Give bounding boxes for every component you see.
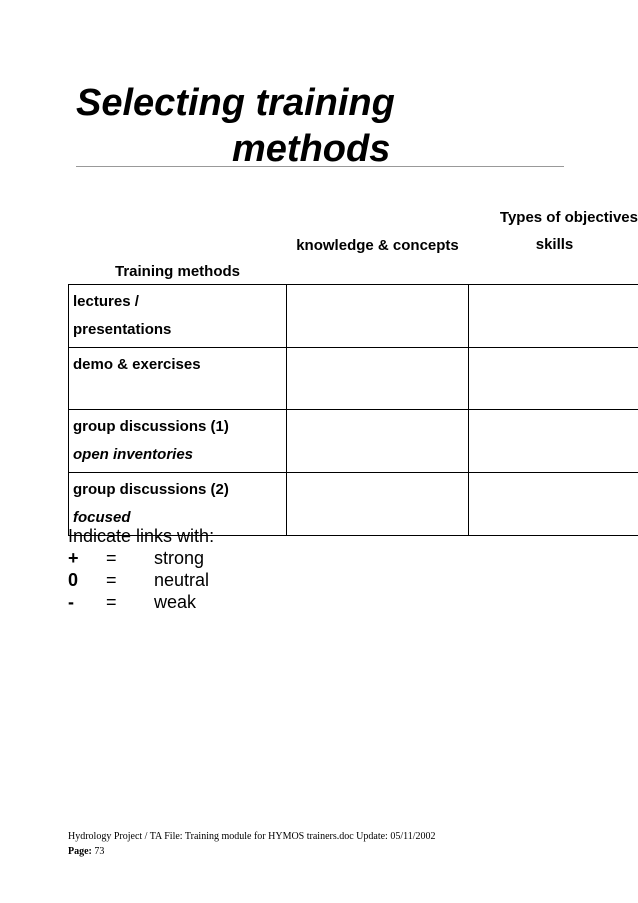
table-row [69, 410, 638, 473]
method-name: demo & exercises [73, 356, 201, 373]
footer-page-number: 73 [94, 846, 105, 857]
legend-heading: Indicate links with: [68, 526, 215, 546]
header-skills: skills [535, 236, 574, 253]
footer-file-line: Hydrology Project / TA File: Training module for HYMOS trainers.doc Update: 05/11/2002 [68, 831, 436, 842]
title-underline [76, 166, 564, 167]
method-cell [69, 348, 287, 410]
knowledge-cell[interactable] [287, 348, 469, 410]
method-sub: presentations [73, 321, 172, 338]
title-line-1: Selecting training [76, 82, 395, 124]
legend-item [68, 591, 214, 613]
method-name: group discussions (2) [73, 481, 229, 498]
method-name: group discussions (1) [73, 418, 229, 435]
skills-cell[interactable] [469, 348, 638, 410]
legend-equals: = [106, 548, 117, 568]
skills-cell[interactable] [469, 285, 638, 348]
footer-page-label: Page: [68, 846, 92, 857]
page-title [76, 80, 395, 172]
legend-item [68, 547, 214, 569]
legend-meaning: strong [154, 548, 205, 568]
method-sub: open inventories [73, 446, 194, 463]
table-row [69, 285, 638, 348]
training-methods-table [68, 232, 638, 536]
legend-symbol: 0 [68, 570, 79, 590]
table-row [69, 348, 638, 410]
header-knowledge-concepts: knowledge & concepts [296, 237, 459, 254]
legend-equals: = [106, 570, 117, 590]
knowledge-cell[interactable] [287, 473, 469, 536]
legend-meaning: neutral [154, 570, 210, 590]
skills-cell[interactable] [469, 473, 638, 536]
footer-page-line [68, 844, 436, 859]
legend-meaning: weak [154, 592, 197, 612]
page-footer [68, 829, 436, 859]
table-header-row [69, 232, 638, 285]
legend-equals: = [106, 592, 117, 612]
method-cell [69, 285, 287, 348]
knowledge-cell[interactable] [287, 285, 469, 348]
method-sub: focused [73, 509, 131, 526]
knowledge-cell[interactable] [287, 410, 469, 473]
method-cell [69, 410, 287, 473]
skills-cell[interactable] [469, 410, 638, 473]
title-line-2: methods [232, 128, 391, 170]
legend-symbol: + [68, 548, 79, 568]
legend-item [68, 569, 214, 591]
header-training-methods: Training methods [114, 263, 240, 280]
legend-symbol: - [68, 592, 74, 612]
legend [68, 525, 214, 613]
types-of-objectives-label: Types of objectives [499, 209, 638, 226]
method-name: lectures / [73, 293, 139, 310]
